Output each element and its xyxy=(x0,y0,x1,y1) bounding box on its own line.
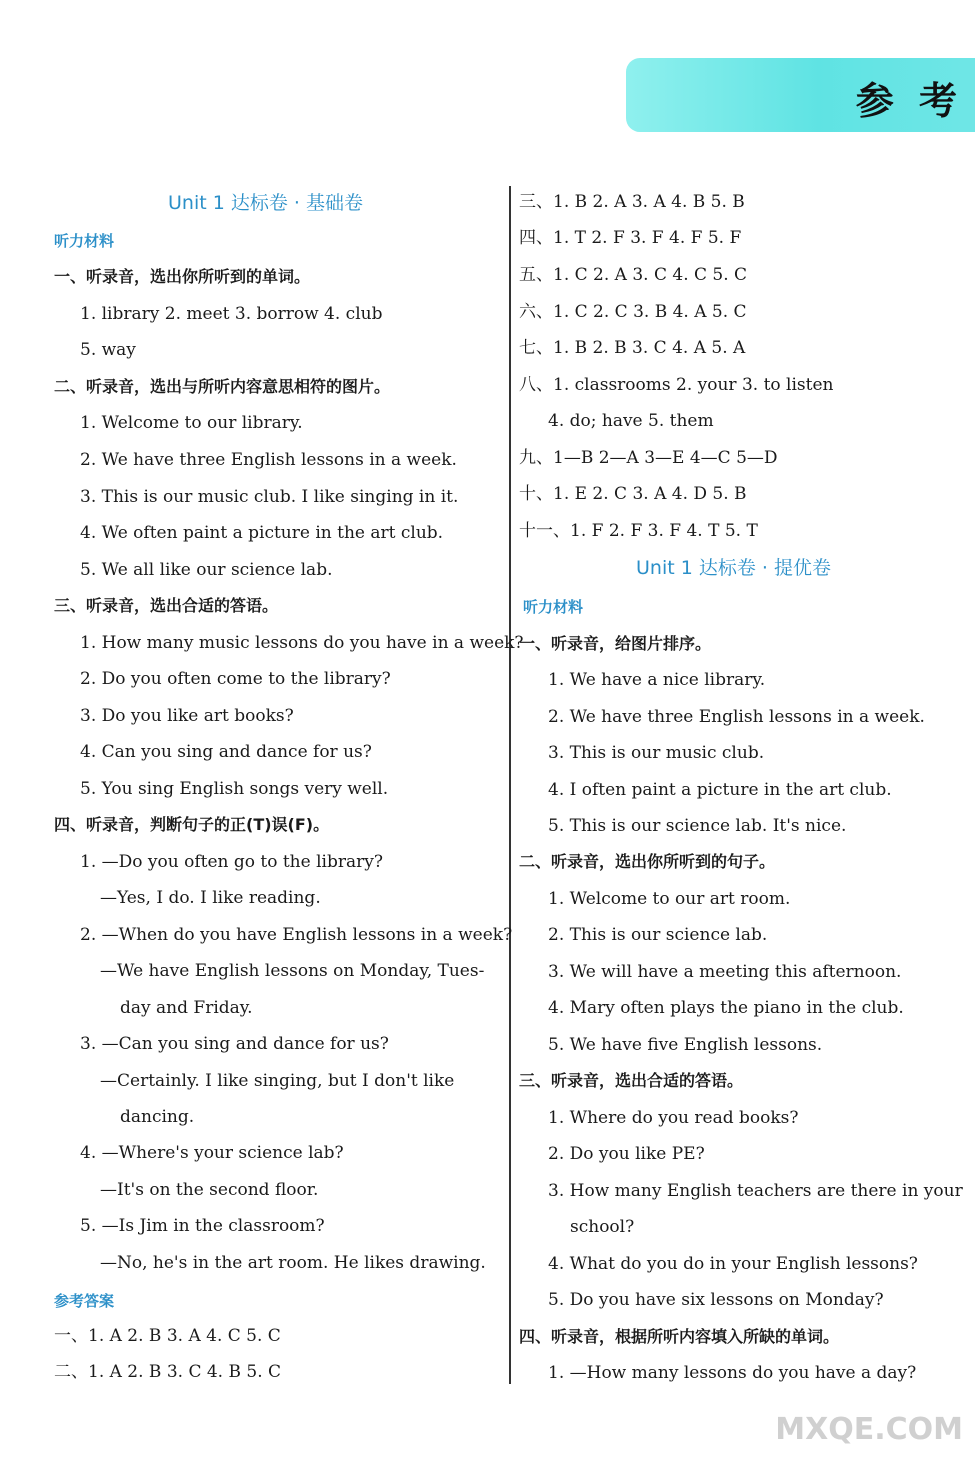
list-item: 4. I often paint a picture in the art club. xyxy=(548,780,892,800)
answer-row: 二、1. A 2. B 3. C 4. B 5. C xyxy=(54,1362,282,1382)
list-item: 3. This is our music club. I like singing in it. xyxy=(80,487,459,507)
list-item: 4. Can you sing and dance for us? xyxy=(80,742,372,762)
list-item: 2. This is our science lab. xyxy=(548,925,768,945)
answer-row: 一、1. A 2. B 3. A 4. C 5. C xyxy=(54,1326,281,1346)
list-item: 5. We have five English lessons. xyxy=(548,1035,823,1055)
list-item: 4. Mary often plays the piano in the club. xyxy=(548,998,904,1018)
answer-row: 十一、1. F 2. F 3. F 4. T 5. T xyxy=(519,521,758,541)
list-item: 1. library 2. meet 3. borrow 4. club xyxy=(80,304,383,324)
answer-row: 十、1. E 2. C 3. A 4. D 5. B xyxy=(519,484,747,504)
list-item: 5. way xyxy=(80,340,136,360)
unit-title: Unit 1 达标卷 · 提优卷 xyxy=(636,557,831,579)
section-heading: 一、听录音，给图片排序。 xyxy=(519,634,712,653)
list-item: day and Friday. xyxy=(120,998,253,1018)
list-item: school? xyxy=(570,1217,635,1237)
answer-row: 三、1. B 2. A 3. A 4. B 5. B xyxy=(519,192,745,212)
answers-heading: 参考答案 xyxy=(54,1292,115,1310)
watermark-logo: MXQE.COM xyxy=(775,1412,963,1447)
list-item: 3. Do you like art books? xyxy=(80,706,294,726)
list-item: —It's on the second floor. xyxy=(100,1180,319,1200)
list-item: 5. This is our science lab. It's nice. xyxy=(548,816,847,836)
list-item: —We have English lessons on Monday, Tues- xyxy=(100,961,485,981)
list-item: 3. How many English teachers are there in your xyxy=(548,1181,963,1201)
section-heading: 三、听录音，选出合适的答语。 xyxy=(54,596,279,615)
section-banner xyxy=(626,58,975,132)
list-item: 1. —Do you often go to the library? xyxy=(80,852,383,872)
list-item: dancing. xyxy=(120,1107,195,1127)
list-item: 1. How many music lessons do you have in a week? xyxy=(80,633,524,653)
list-item: 4. We often paint a picture in the art club. xyxy=(80,523,444,543)
list-item: 5. —Is Jim in the classroom? xyxy=(80,1216,325,1236)
answer-row: 五、1. C 2. A 3. C 4. C 5. C xyxy=(519,265,748,285)
answer-row: 四、1. T 2. F 3. F 4. F 5. F xyxy=(519,228,742,248)
list-item: 3. We will have a meeting this afternoon. xyxy=(548,962,902,982)
answer-row: 七、1. B 2. B 3. C 4. A 5. A xyxy=(519,338,746,358)
column-divider xyxy=(509,186,511,1384)
list-item: 1. —How many lessons do you have a day? xyxy=(548,1363,917,1383)
list-item: —No, he's in the art room. He likes drawing. xyxy=(100,1253,486,1273)
answer-row: 九、1—B 2—A 3—E 4—C 5—D xyxy=(519,448,778,468)
list-item: 2. We have three English lessons in a week. xyxy=(548,707,925,727)
unit-title: Unit 1 达标卷 · 基础卷 xyxy=(168,192,363,214)
section-heading: 二、听录音，选出你所听到的句子。 xyxy=(519,852,776,871)
list-item: —Certainly. I like singing, but I don't like xyxy=(100,1071,455,1091)
banner-title: 参 考 xyxy=(855,79,963,123)
list-item: 2. Do you often come to the library? xyxy=(80,669,391,689)
list-item: 1. We have a nice library. xyxy=(548,670,766,690)
list-item: —Yes, I do. I like reading. xyxy=(100,888,321,908)
answer-row: 八、1. classrooms 2. your 3. to listen xyxy=(519,375,834,395)
answer-row: 六、1. C 2. C 3. B 4. A 5. C xyxy=(519,302,747,322)
list-item: 2. —When do you have English lessons in a week? xyxy=(80,925,513,945)
listening-heading: 听力材料 xyxy=(54,232,115,250)
list-item: 5. You sing English songs very well. xyxy=(80,779,389,799)
list-item: 2. We have three English lessons in a week. xyxy=(80,450,457,470)
list-item: 4. —Where's your science lab? xyxy=(80,1143,344,1163)
list-item: 5. We all like our science lab. xyxy=(80,560,333,580)
list-item: 2. Do you like PE? xyxy=(548,1144,705,1164)
list-item: 3. —Can you sing and dance for us? xyxy=(80,1034,389,1054)
section-heading: 一、听录音，选出你所听到的单词。 xyxy=(54,267,311,286)
list-item: 4. What do you do in your English lessons? xyxy=(548,1254,918,1274)
list-item: 1. Welcome to our library. xyxy=(80,413,303,433)
list-item: 1. Where do you read books? xyxy=(548,1108,799,1128)
answer-row: 4. do; have 5. them xyxy=(548,411,714,431)
list-item: 3. This is our music club. xyxy=(548,743,765,763)
section-heading: 三、听录音，选出合适的答语。 xyxy=(519,1071,744,1090)
section-heading: 四、听录音，判断句子的正(T)误(F)。 xyxy=(54,815,330,834)
section-heading: 四、听录音，根据所听内容填入所缺的单词。 xyxy=(519,1327,840,1346)
section-heading: 二、听录音，选出与所听内容意思相符的图片。 xyxy=(54,377,391,396)
list-item: 5. Do you have six lessons on Monday? xyxy=(548,1290,884,1310)
listening-heading: 听力材料 xyxy=(523,598,584,616)
list-item: 1. Welcome to our art room. xyxy=(548,889,791,909)
